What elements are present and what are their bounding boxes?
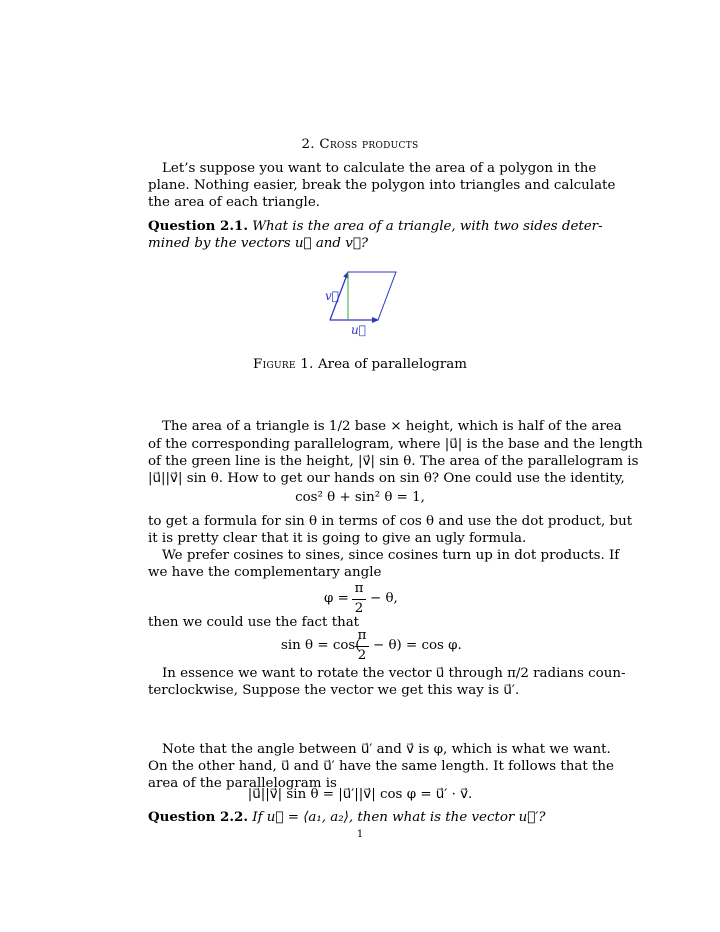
question-2-1-label: Question 2.1.	[148, 218, 249, 234]
angle-line-3: area of the parallelogram is	[148, 776, 337, 791]
area-line-4: |u⃗||v⃗| sin θ. How to get our hands on sin θ? One could use the identity,	[148, 471, 625, 486]
intro-line-3: the area of each triangle.	[148, 195, 321, 210]
figure-caption	[148, 357, 572, 372]
then-text: then we could use the fact that	[148, 615, 360, 630]
angle-line-2: On the other hand, u⃗ and u⃗′ have the same length. It follows that the	[148, 759, 614, 774]
parallelogram-outline	[330, 272, 396, 320]
page-number: 1	[356, 829, 364, 840]
area-line-2: of the corresponding parallelogram, where |u⃗| is the base and the length	[148, 437, 643, 452]
phi-fraction-bar	[352, 599, 366, 600]
formula-line-2: it is pretty clear that it is going to give an ugly formula.	[148, 531, 527, 546]
phi-equation-lhs: φ =	[324, 591, 349, 606]
sin-equation	[281, 628, 461, 668]
sin-equation-rhs: − θ) = cos φ.	[373, 638, 462, 653]
rotate-line-2: terclockwise, Suppose the vector we get this way is u⃗′.	[148, 683, 520, 698]
vector-v-label: v⃗	[325, 289, 339, 303]
phi-equation-rhs: − θ,	[370, 591, 398, 606]
question-2-2	[148, 809, 572, 827]
area-line-1: The area of a triangle is 1/2 base × height, which is half of the area	[162, 419, 622, 434]
prefer-line-2: we have the complementary angle	[148, 565, 382, 580]
question-2-1-text-line-1: What is the area of a triangle, with two sides deter-	[252, 219, 603, 234]
phi-fraction-numerator: π	[354, 581, 364, 596]
parallelogram-figure	[300, 262, 430, 342]
identity-equation: cos² θ + sin² θ = 1,	[295, 490, 425, 505]
vector-u-label: u⃗	[351, 323, 366, 337]
section-title: 2. Cross products	[301, 137, 419, 152]
question-2-1-text-line-2: mined by the vectors u⃗ and v⃗?	[148, 236, 369, 251]
question-2-2-text: If u⃗ = ⟨a₁, a₂⟩, then what is the vector u⃗′?	[252, 810, 546, 825]
sin-equation-lhs: sin θ = cos(	[281, 638, 361, 653]
figure-caption-text: Area of parallelogram	[318, 357, 467, 372]
intro-line-2: plane. Nothing easier, break the polygon into triangles and calculate	[148, 178, 616, 193]
sin-fraction-denominator: 2	[357, 648, 367, 663]
intro-line-1: Let’s suppose you want to calculate the area of a polygon in the	[162, 161, 597, 176]
area-line-3: of the green line is the height, |v⃗| sin θ. The area of the parallelogram is	[148, 454, 639, 469]
figure-caption-label: Figure 1.	[253, 357, 314, 372]
sin-fraction-numerator: π	[357, 628, 367, 643]
phi-fraction-denominator: 2	[354, 601, 364, 616]
sin-fraction-bar	[355, 646, 369, 647]
rotate-line-1: In essence we want to rotate the vector u⃗ through π/2 radians coun-	[162, 666, 626, 681]
question-2-2-label: Question 2.2.	[148, 809, 249, 825]
prefer-line-1: We prefer cosines to sines, since cosines turn up in dot products. If	[162, 548, 620, 563]
area-equation: |u⃗||v⃗| sin θ = |u⃗′||v⃗| cos φ = u⃗′ · v⃗.	[247, 787, 473, 802]
angle-line-1: Note that the angle between u⃗′ and v⃗ is φ, which is what we want.	[162, 742, 611, 757]
formula-line-1: to get a formula for sin θ in terms of cos θ and use the dot product, but	[148, 514, 633, 529]
